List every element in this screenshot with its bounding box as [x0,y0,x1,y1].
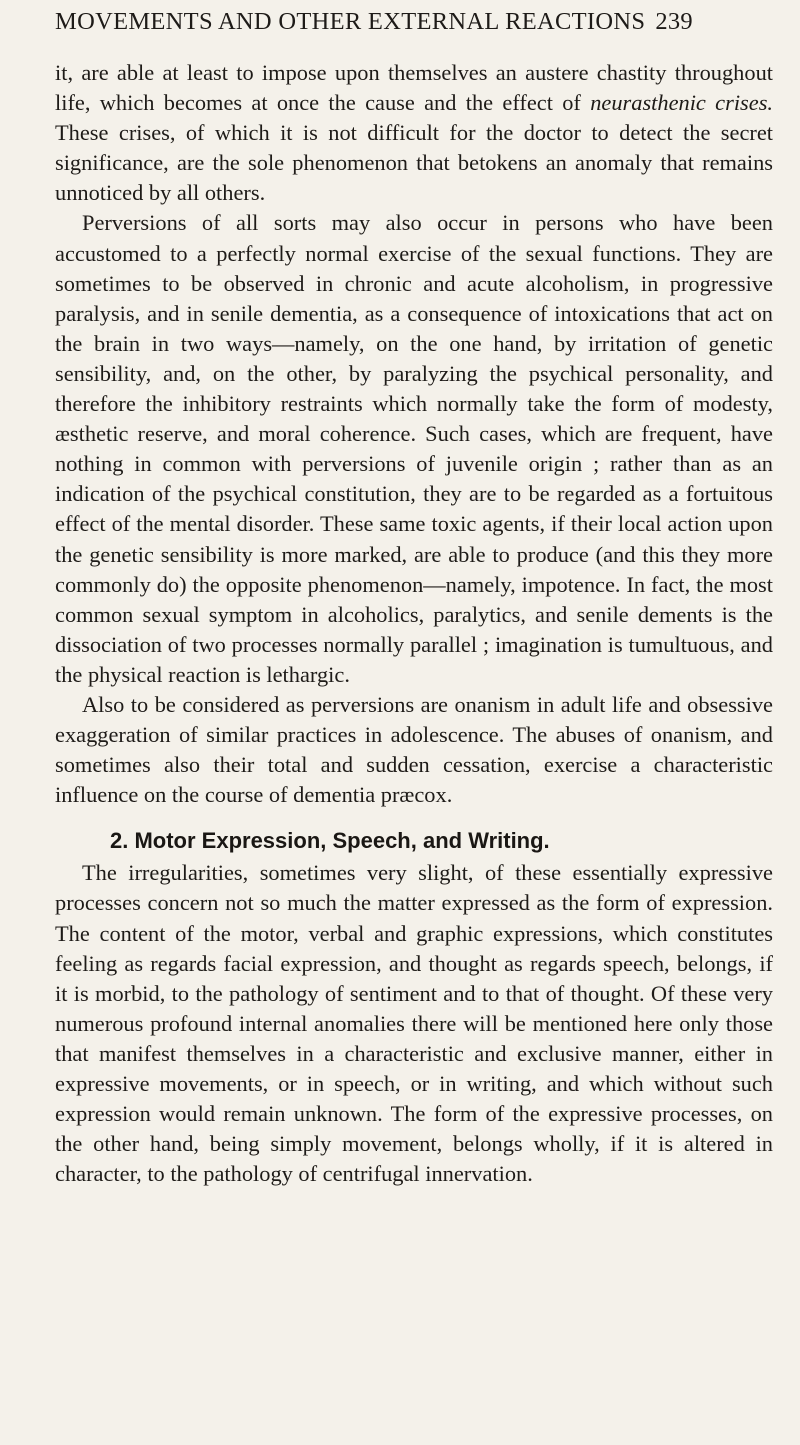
paragraph-text: it, are able at least to impose upon themselves an austere chastity throughout life, which becomes at once the cause and the effect of [55,60,773,116]
running-head [55,8,775,36]
section-heading: 2. Motor Expression, Speech, and Writing. [110,828,550,854]
paragraph-continued [55,58,773,208]
paragraph-onanism: Also to be considered as perversions are onanism in adult life and obsessive exaggeration of similar practices in adolescence. The abuses of onanism, and sometimes also their total and sudden cessation, exercise a characteristic influence on the course of dementia præcox. [55,691,773,808]
running-title: MOVEMENTS AND OTHER EXTERNAL REACTIONS [55,8,646,35]
italic-term: neurasthenic crises. [590,90,773,116]
paragraph-text: These crises, of which it is not difficult for the doctor to detect the secret significance, are the sole phenomenon that betokens an anomaly that remains unnoticed by all others. [55,120,773,206]
paragraph-perversions: Perversions of all sorts may also occur in persons who have been accustomed to a perfectly normal exercise of the sexual functions. They are sometimes to be observed in chronic and acute alcoholism, in progressive paralysis, and in senile dementia, as a consequence of intoxications that act on the brain in two ways—namely, on the one hand, by irritation of genetic sensibility, and, on the other, by paralyzing the psychical personality, and therefore the inhibitory restraints which normally take the form of modesty, æsthetic reserve, and moral coherence. Such cases, which are frequent, have nothing in common with perversions of juvenile origin ; rather than as an indication of the psychical constitution, they are to be regarded as a fortuitous effect of the mental disorder. These same toxic agents, if their local action upon the genetic sensibility is more marked, are able to produce (and this they more commonly do) the opposite phenomenon—namely, impotence. In fact, the most common sexual symptom in alcoholics, paralytics, and senile dements is the dissociation of two processes normally parallel ; imagination is tumultuous, and the physical reaction is lethargic. [55,210,773,687]
paragraph-motor-expression: The irregularities, sometimes very slight, of these essentially expressive processes concern not so much the matter expressed as the form of expression. The content of the motor, verbal and graphic expressions, which constitutes feeling as regards facial expression, and thought as regards speech, belongs, if it is morbid, to the pathology of sentiment and to that of thought. Of these very numerous profound internal anomalies there will be mentioned here only those that manifest themselves in a characteristic and exclusive manner, either in expressive movements, or in speech, or in writing, and which without such expression would remain unknown. The form of the expressive processes, on the other hand, being simply movement, belongs wholly, if it is altered in character, to the pathology of centrifugal innervation. [55,860,773,1187]
page-number: 239 [655,8,693,35]
body-text [55,58,773,1189]
